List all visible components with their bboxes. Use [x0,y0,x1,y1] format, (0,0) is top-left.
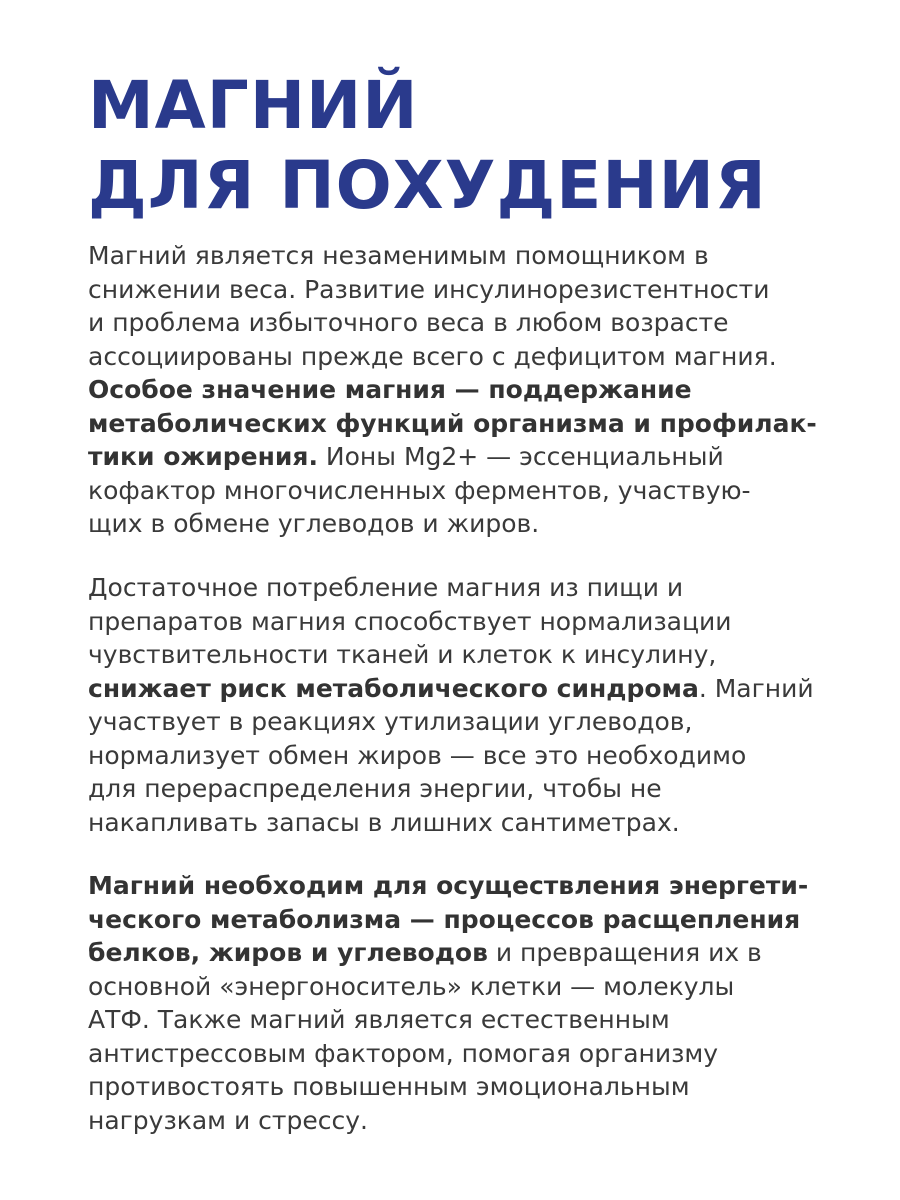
regular-text: Ионы Mg2+ — эссенциальный [317,442,724,471]
bold-text: снижает риск метаболического синдрома [88,673,699,703]
text-line: для перераспределения энергии, чтобы не [88,774,662,803]
paragraph-2 [88,571,848,839]
text-line: Достаточное потребление магния из пищи и [88,573,684,602]
bold-text-line: Особое значение магния — поддержание [88,375,692,404]
paragraph-3 [88,869,848,1137]
text-line: ассоциированы прежде всего с дефицитом магния. [88,341,777,371]
text-line: основной «энергоноситель» клетки — молекулы [88,971,735,1001]
text-line: участвует в реакциях утилизации углеводов, [88,707,693,736]
text-line: противостоять повышенным эмоциональным [88,1072,690,1101]
text-line: антистрессовым фактором, помогая организму [88,1038,719,1068]
text-line: нормализует обмен жиров — все это необходимо [88,740,747,770]
title-line-1: МАГНИЙ [88,67,419,144]
text-line: Магний является незаменимым помощником в [88,241,709,270]
text-line: чувствительности тканей и клеток к инсулину, [88,640,717,669]
text-line: накапливать запасы в лишних сантиметрах. [88,807,680,837]
text-line: щих в обмене углеводов и жиров. [88,509,540,538]
bold-text-line: Магний необходим для осуществления энергети- [88,871,809,900]
text-line: нагрузкам и стрессу. [88,1105,368,1135]
bold-text: белков, жиров и углеводов [88,938,488,967]
bold-text-line: ческого метаболизма — процессов расщепления [88,904,801,934]
mixed-text-line [88,672,848,706]
text-line: кофактор многочисленных ферментов, участвую- [88,475,751,505]
title-line-2: ДЛЯ ПОХУДЕНИЯ [88,147,767,224]
mixed-text-line [88,936,848,970]
page-title [88,66,767,226]
text-line: и проблема избыточного веса в любом возрасте [88,308,729,337]
regular-text: . Магний [698,673,814,703]
text-line: АТФ. Также магний является естественным [88,1005,670,1034]
mixed-text-line [88,440,848,474]
bold-text: тики ожирения. [88,442,318,471]
paragraph-1 [88,239,848,541]
bold-text-line: метаболических функций организма и профилак- [88,408,817,438]
regular-text: и превращения их в [487,938,762,967]
text-line: снижении веса. Развитие инсулинорезистентности [88,274,770,304]
text-line: препаратов магния способствует нормализации [88,606,732,636]
